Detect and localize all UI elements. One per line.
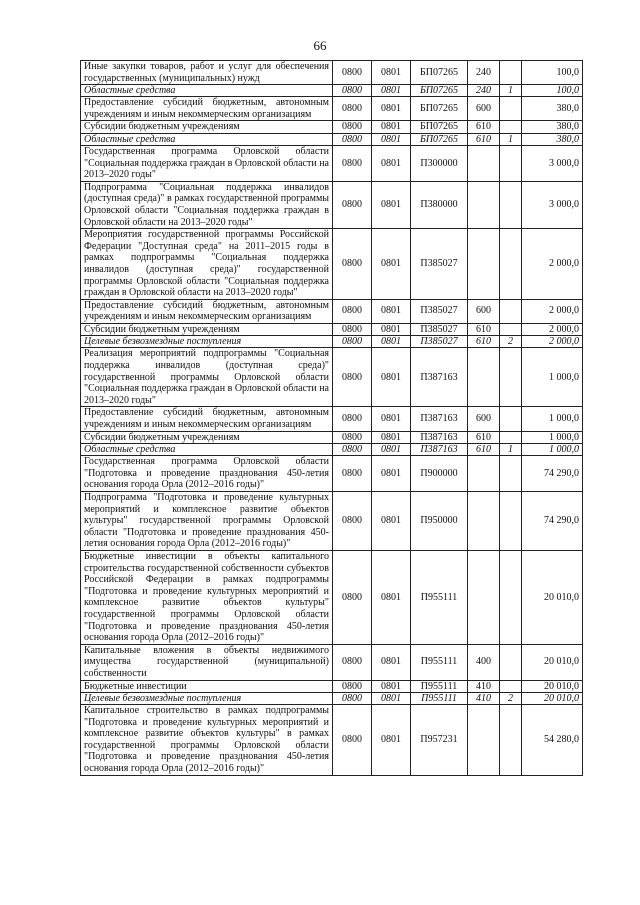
table-row	[81, 644, 583, 680]
funding-source-code	[500, 431, 522, 444]
row-name: Предоставление субсидий бюджетным, автономным учреждениям и иным некоммерческим организациям	[81, 299, 333, 323]
table-row	[81, 456, 583, 492]
row-name: Областные средства	[81, 133, 333, 145]
section-code: 0800	[333, 85, 372, 97]
amount: 20 010,0	[522, 693, 583, 705]
funding-source-code: 1	[500, 85, 522, 97]
row-name: Предоставление субсидий бюджетным, автономным учреждениям и иным некоммерческим организациям	[81, 97, 333, 121]
funding-source-code	[500, 61, 522, 85]
table-row	[81, 492, 583, 551]
amount: 1 000,0	[522, 407, 583, 431]
amount: 20 010,0	[522, 644, 583, 680]
section-code: 0800	[333, 456, 372, 492]
table-row	[81, 431, 583, 444]
target-article-code: П387163	[411, 407, 468, 431]
funding-source-code	[500, 348, 522, 407]
table-row	[81, 348, 583, 407]
expense-type-code	[468, 492, 500, 551]
expense-type-code	[468, 145, 500, 181]
amount: 380,0	[522, 133, 583, 145]
target-article-code: П380000	[411, 181, 468, 228]
subsection-code: 0801	[372, 456, 411, 492]
funding-source-code	[500, 145, 522, 181]
amount: 2 000,0	[522, 323, 583, 336]
target-article-code: П957231	[411, 705, 468, 776]
target-article-code: П387163	[411, 348, 468, 407]
target-article-code: П385027	[411, 299, 468, 323]
amount: 380,0	[522, 121, 583, 134]
section-code: 0800	[333, 229, 372, 300]
amount: 3 000,0	[522, 145, 583, 181]
section-code: 0800	[333, 97, 372, 121]
funding-source-code	[500, 644, 522, 680]
funding-source-code	[500, 680, 522, 693]
expense-type-code	[468, 456, 500, 492]
section-code: 0800	[333, 145, 372, 181]
section-code: 0800	[333, 299, 372, 323]
row-name: Государственная программа Орловской области "Подготовка и проведение празднования 450-летия основания города Орла (2012–2016 годы)"	[81, 456, 333, 492]
table-row	[81, 229, 583, 300]
expense-type-code: 610	[468, 444, 500, 456]
amount: 20 010,0	[522, 680, 583, 693]
row-name: Субсидии бюджетным учреждениям	[81, 431, 333, 444]
row-name: Областные средства	[81, 444, 333, 456]
target-article-code: П385027	[411, 229, 468, 300]
funding-source-code: 1	[500, 133, 522, 145]
subsection-code: 0801	[372, 181, 411, 228]
table-row	[81, 121, 583, 134]
row-name: Субсидии бюджетным учреждениям	[81, 121, 333, 134]
target-article-code: П387163	[411, 444, 468, 456]
funding-source-code	[500, 456, 522, 492]
target-article-code: БП07265	[411, 85, 468, 97]
funding-source-code	[500, 229, 522, 300]
table-row	[81, 705, 583, 776]
expense-type-code	[468, 229, 500, 300]
target-article-code: БП07265	[411, 61, 468, 85]
amount: 74 290,0	[522, 456, 583, 492]
subsection-code: 0801	[372, 431, 411, 444]
row-name: Подпрограмма "Социальная поддержка инвалидов (доступная среда)" в рамках государственной программы Орловской области "Социальная поддержка граждан в Орловской области на 2013–2020 годы"	[81, 181, 333, 228]
subsection-code: 0801	[372, 693, 411, 705]
target-article-code: БП07265	[411, 121, 468, 134]
section-code: 0800	[333, 550, 372, 644]
section-code: 0800	[333, 680, 372, 693]
expense-type-code	[468, 705, 500, 776]
subsection-code: 0801	[372, 705, 411, 776]
target-article-code: П900000	[411, 456, 468, 492]
expense-type-code: 600	[468, 407, 500, 431]
expense-type-code	[468, 181, 500, 228]
funding-source-code	[500, 492, 522, 551]
expense-type-code	[468, 550, 500, 644]
funding-source-code	[500, 550, 522, 644]
expense-type-code: 610	[468, 431, 500, 444]
row-name: Иные закупки товаров, работ и услуг для обеспечения государственных (муниципальных) нужд	[81, 61, 333, 85]
page-number: 66	[313, 38, 327, 53]
row-name: Целевые безвозмездные поступления	[81, 336, 333, 348]
table-row	[81, 133, 583, 145]
section-code: 0800	[333, 693, 372, 705]
expense-type-code: 600	[468, 299, 500, 323]
section-code: 0800	[333, 407, 372, 431]
row-name: Подпрограмма "Подготовка и проведение культурных мероприятий и комплексное развитие объектов культуры" государственной программы Орловской области "Подготовка и проведение празднования 450-летия основания города Орла (2012–2016 годы)"	[81, 492, 333, 551]
subsection-code: 0801	[372, 145, 411, 181]
budget-table	[80, 60, 583, 776]
row-name: Бюджетные инвестиции в объекты капитального строительства государственной собственности субъектов Российской Федерации в рамках подпрограммы "Подготовка и проведение культурных мероприятий и комплексное развитие объектов культуры" государственной программы Орловской области "Подготовка и проведение празднования 450-летия основания города Орла (2012–2016 годы)"	[81, 550, 333, 644]
subsection-code: 0801	[372, 644, 411, 680]
amount: 20 010,0	[522, 550, 583, 644]
target-article-code: П300000	[411, 145, 468, 181]
target-article-code: П955111	[411, 550, 468, 644]
table-row	[81, 407, 583, 431]
subsection-code: 0801	[372, 133, 411, 145]
section-code: 0800	[333, 705, 372, 776]
subsection-code: 0801	[372, 299, 411, 323]
subsection-code: 0801	[372, 336, 411, 348]
subsection-code: 0801	[372, 444, 411, 456]
target-article-code: П950000	[411, 492, 468, 551]
table-row	[81, 85, 583, 97]
row-name: Реализация мероприятий подпрограммы "Социальная поддержка инвалидов (доступная среда)" государственной программы Орловской области "Социальная поддержка граждан в Орловской области на 2013–2020 годы"	[81, 348, 333, 407]
funding-source-code	[500, 323, 522, 336]
target-article-code: П955111	[411, 644, 468, 680]
subsection-code: 0801	[372, 97, 411, 121]
row-name: Капитальные вложения в объекты недвижимого имущества государственной (муниципальной) собственности	[81, 644, 333, 680]
expense-type-code: 610	[468, 323, 500, 336]
expense-type-code: 610	[468, 133, 500, 145]
section-code: 0800	[333, 61, 372, 85]
amount: 100,0	[522, 85, 583, 97]
subsection-code: 0801	[372, 407, 411, 431]
section-code: 0800	[333, 348, 372, 407]
row-name: Субсидии бюджетным учреждениям	[81, 323, 333, 336]
target-article-code: БП07265	[411, 133, 468, 145]
row-name: Предоставление субсидий бюджетным, автономным учреждениям и иным некоммерческим организациям	[81, 407, 333, 431]
table-row	[81, 145, 583, 181]
expense-type-code: 400	[468, 644, 500, 680]
section-code: 0800	[333, 121, 372, 134]
expense-type-code: 610	[468, 336, 500, 348]
section-code: 0800	[333, 336, 372, 348]
target-article-code: П387163	[411, 431, 468, 444]
row-name: Капитальное строительство в рамках подпрограммы "Подготовка и проведение культурных мероприятий и комплексное развитие объектов культуры" в рамках государственной программы Орловской области "Подготовка и проведение празднования 450-летия основания города Орла (2012–2016 годы)"	[81, 705, 333, 776]
section-code: 0800	[333, 644, 372, 680]
amount: 1 000,0	[522, 444, 583, 456]
expense-type-code: 240	[468, 85, 500, 97]
row-name: Целевые безвозмездные поступления	[81, 693, 333, 705]
funding-source-code	[500, 121, 522, 134]
table-row	[81, 550, 583, 644]
table-row	[81, 323, 583, 336]
subsection-code: 0801	[372, 229, 411, 300]
amount: 74 290,0	[522, 492, 583, 551]
expense-type-code: 610	[468, 121, 500, 134]
section-code: 0800	[333, 181, 372, 228]
funding-source-code	[500, 299, 522, 323]
section-code: 0800	[333, 431, 372, 444]
amount: 54 280,0	[522, 705, 583, 776]
row-name: Государственная программа Орловской области "Социальная поддержка граждан в Орловской области на 2013–2020 годы"	[81, 145, 333, 181]
section-code: 0800	[333, 323, 372, 336]
target-article-code: П955111	[411, 680, 468, 693]
expense-type-code: 240	[468, 61, 500, 85]
amount: 2 000,0	[522, 229, 583, 300]
expense-type-code: 410	[468, 693, 500, 705]
target-article-code: П385027	[411, 336, 468, 348]
expense-type-code	[468, 348, 500, 407]
funding-source-code: 2	[500, 336, 522, 348]
table-row	[81, 61, 583, 85]
section-code: 0800	[333, 444, 372, 456]
subsection-code: 0801	[372, 348, 411, 407]
table-row	[81, 181, 583, 228]
subsection-code: 0801	[372, 492, 411, 551]
subsection-code: 0801	[372, 61, 411, 85]
target-article-code: П385027	[411, 323, 468, 336]
table-row	[81, 299, 583, 323]
row-name: Бюджетные инвестиции	[81, 680, 333, 693]
section-code: 0800	[333, 133, 372, 145]
amount: 1 000,0	[522, 348, 583, 407]
funding-source-code	[500, 705, 522, 776]
funding-source-code	[500, 97, 522, 121]
subsection-code: 0801	[372, 550, 411, 644]
section-code: 0800	[333, 492, 372, 551]
amount: 380,0	[522, 97, 583, 121]
amount: 1 000,0	[522, 431, 583, 444]
subsection-code: 0801	[372, 85, 411, 97]
amount: 3 000,0	[522, 181, 583, 228]
target-article-code: П955111	[411, 693, 468, 705]
target-article-code: БП07265	[411, 97, 468, 121]
funding-source-code: 1	[500, 444, 522, 456]
expense-type-code: 600	[468, 97, 500, 121]
subsection-code: 0801	[372, 121, 411, 134]
funding-source-code: 2	[500, 693, 522, 705]
subsection-code: 0801	[372, 680, 411, 693]
table-row	[81, 680, 583, 693]
row-name: Мероприятия государственной программы Российской Федерации "Доступная среда" на 2011–2015 годы в рамках подпрограммы "Социальная поддержка инвалидов (доступная среда)" государственной программы Орловской области "Социальная поддержка граждан в Орловской области на 2013–2020 годы"	[81, 229, 333, 300]
amount: 2 000,0	[522, 299, 583, 323]
table-row	[81, 693, 583, 705]
row-name: Областные средства	[81, 85, 333, 97]
funding-source-code	[500, 407, 522, 431]
expense-type-code: 410	[468, 680, 500, 693]
table-row	[81, 336, 583, 348]
funding-source-code	[500, 181, 522, 228]
table-row	[81, 97, 583, 121]
table-body	[81, 61, 583, 776]
amount: 100,0	[522, 61, 583, 85]
table-row	[81, 444, 583, 456]
amount: 2 000,0	[522, 336, 583, 348]
subsection-code: 0801	[372, 323, 411, 336]
